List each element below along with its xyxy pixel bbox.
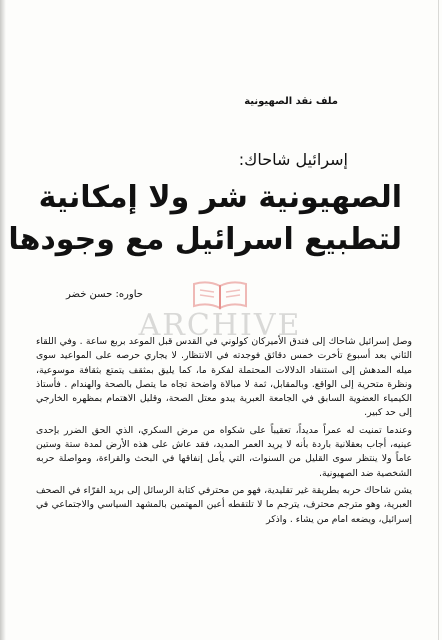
article-byline: حاوره: حسن خضر (66, 289, 143, 300)
article-title-line-1: الصهيونية شر ولا إمكانية (38, 180, 402, 215)
watermark-text: ARCHIVE (138, 308, 302, 343)
article-kicker: إسرائيل شاحاك: (238, 150, 348, 169)
article-body (36, 335, 412, 529)
body-paragraph-3: يشن شاحاك حربه بطريقة غير تقليدية، فهو من محترفي كتابة الرسائل إلى بريد القرّاء في الصحف العبرية، وهو مترجم محترف، يترجم ما لا تلتقطه أعين المهتمين بالمشهد السياسي والاجتماعي في إسرائيل، ويضعه امام من يشاء . واذكر (36, 484, 412, 525)
open-book-icon (190, 280, 250, 310)
body-paragraph-1: وصل إسرائيل شاحاك إلى فندق الأميركان كولوني في القدس قبل الموعد بربع ساعة . وفي اللقاء الثاني بعد أسبوع تأخرت خمس دقائق فوجدته في الانتظار. لا يجاري حرصه على المواعيد سوى ميله المدهش إلى استنفاد الدلالات المحتملة لفكرة ما، كما يليق بمثقف يتمتع بثقافة موسوعية، ونظرة متحرية إلى الواقع. وبالمقابل، ثمة لا مبالاة واضحة تجاه ما يتصل بالصحة والهندام . فأستاذ الكيمياء العضوية السابق في الجامعة العبرية يبدو معتل الصحة، وقليل الاهتمام بمظهره الخارجي إلى حد كبير. (36, 336, 412, 419)
article-title-line-2: لتطبيع اسرائيل مع وجودها (8, 222, 402, 257)
book-lines (200, 290, 240, 297)
page-left-edge (0, 0, 6, 640)
book-right-page (220, 282, 246, 308)
body-paragraph-2: وعندما تمنيت له عمراً مديداً، تعقيباً على شكواه من مرض السكري، الذي الحق الضرر بإحدى عينيه، أجاب بعقلانية باردة بأنه لا يريد العمر المديد، فقد عاش على هذه الأرض لمدة ستة وستين عاماً ولا ينتظر سوى القليل من السنوات، التي يأمل إنفاقها في البحث والقراءة، ومواصلة حربه الشخصية ضد الصهيونية. (36, 424, 412, 479)
section-label: ملف نقد الصهيونية (244, 96, 338, 107)
page-right-edge (438, 0, 439, 640)
book-left-page (194, 282, 220, 308)
